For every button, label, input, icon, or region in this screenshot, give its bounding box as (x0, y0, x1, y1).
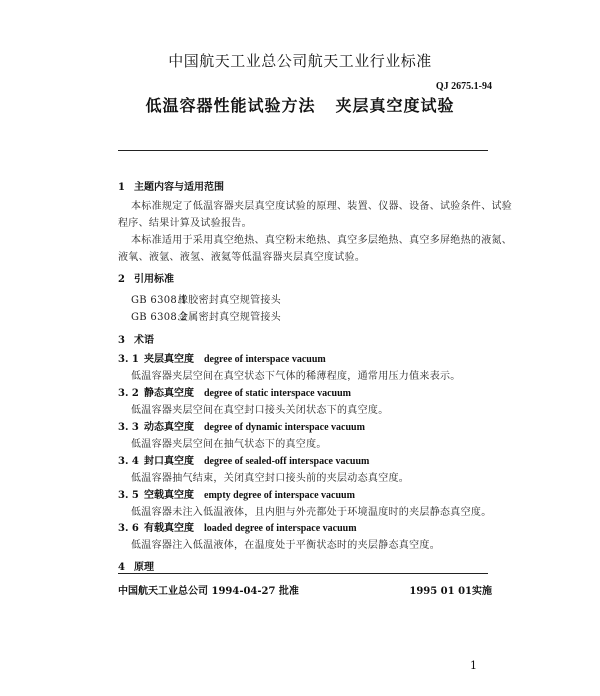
term-english: degree of static interspace vacuum (204, 388, 352, 399)
document-code: QJ 2675.1-94 (435, 81, 492, 92)
page-number: 1 (470, 659, 477, 672)
term-english: degree of interspace vacuum (204, 354, 326, 365)
section-3-heading (118, 331, 154, 346)
term-number: 3. 6 (118, 523, 139, 534)
section-title: 术语 (134, 335, 154, 346)
term-chinese: 空载真空度 (144, 490, 194, 501)
section-number: 4 (118, 562, 125, 573)
term-number: 3. 5 (118, 490, 139, 501)
paragraph-line: 本标准适用于采用真空绝热、真空粉末绝热、真空多层绝热、真空多屏绝热的液氮、 (131, 235, 513, 246)
section-4-heading (118, 558, 154, 573)
footer-divider (118, 573, 488, 574)
term-heading (118, 350, 326, 365)
term-heading (118, 384, 351, 399)
reference-text: 金属密封真空规管接头 (177, 312, 281, 323)
document-title (0, 93, 600, 116)
term-english: empty degree of interspace vacuum (204, 490, 355, 501)
term-chinese: 有载真空度 (144, 523, 194, 534)
paragraph-line: 本标准规定了低温容器夹层真空度试验的原理、装置、仪器、设备、试验条件、试验 (131, 201, 513, 212)
section-number: 2 (118, 274, 125, 285)
header-divider (118, 150, 488, 151)
term-chinese: 封口真空度 (144, 456, 194, 467)
term-number: 3. 4 (118, 456, 139, 467)
term-number: 3. 2 (118, 388, 139, 399)
reference-code: GB 6308.2 (131, 312, 188, 323)
term-number: 3. 1 (118, 354, 139, 365)
term-definition: 低温容器注入低温液体，在温度处于平衡状态时的夹层静态真空度。 (131, 540, 440, 551)
term-chinese: 夹层真空度 (144, 354, 194, 365)
term-definition: 低温容器夹层空间在真空状态下气体的稀薄程度，通常用压力值来表示。 (131, 371, 461, 382)
term-definition: 低温容器夹层空间在真空封口接头关闭状态下的真空度。 (131, 405, 389, 416)
section-number: 1 (118, 182, 125, 193)
term-english: loaded degree of interspace vacuum (204, 523, 357, 534)
section-title: 主题内容与适用范围 (134, 182, 224, 193)
term-english: degree of dynamic interspace vacuum (204, 422, 365, 433)
paragraph-line: 液氧、液氩、液氢、液氦等低温容器夹层真空度试验。 (118, 252, 366, 263)
standard-title: 中国航天工业总公司航天工业行业标准 (168, 52, 432, 70)
section-title: 原理 (134, 562, 154, 573)
issue-approval: 中国航天工业总公司 1994-04-27 批准 (118, 586, 299, 597)
term-heading (118, 452, 369, 467)
reference-item (131, 291, 281, 306)
reference-item (131, 308, 281, 323)
term-definition: 低温容器未注入低温液体，且内胆与外壳都处于环境温度时的夹层静态真空度。 (131, 507, 492, 518)
term-definition: 低温容器夹层空间在抽气状态下的真空度。 (131, 439, 327, 450)
effective-date: 1995 01 01实施 (409, 586, 492, 597)
term-heading (118, 418, 365, 433)
term-heading (118, 486, 355, 501)
paragraph-line: 程序、结果计算及试验报告。 (118, 218, 252, 229)
reference-text: 橡胶密封真空规管接头 (177, 295, 281, 306)
term-definition: 低温容器抽气结束，关闭真空封口接头前的夹层动态真空度。 (131, 473, 410, 484)
term-number: 3. 3 (118, 422, 139, 433)
section-1-heading (118, 178, 224, 193)
title-main: 低温容器性能试验方法 (145, 96, 316, 115)
reference-code: GB 6308.1 (131, 295, 188, 306)
term-chinese: 动态真空度 (144, 422, 194, 433)
term-chinese: 静态真空度 (144, 388, 194, 399)
section-number: 3 (118, 335, 125, 346)
title-sub: 夹层真空度试验 (335, 96, 455, 115)
term-english: degree of sealed-off interspace vacuum (204, 456, 370, 467)
section-title: 引用标准 (134, 274, 174, 285)
term-heading (118, 519, 357, 534)
section-2-heading (118, 270, 174, 285)
